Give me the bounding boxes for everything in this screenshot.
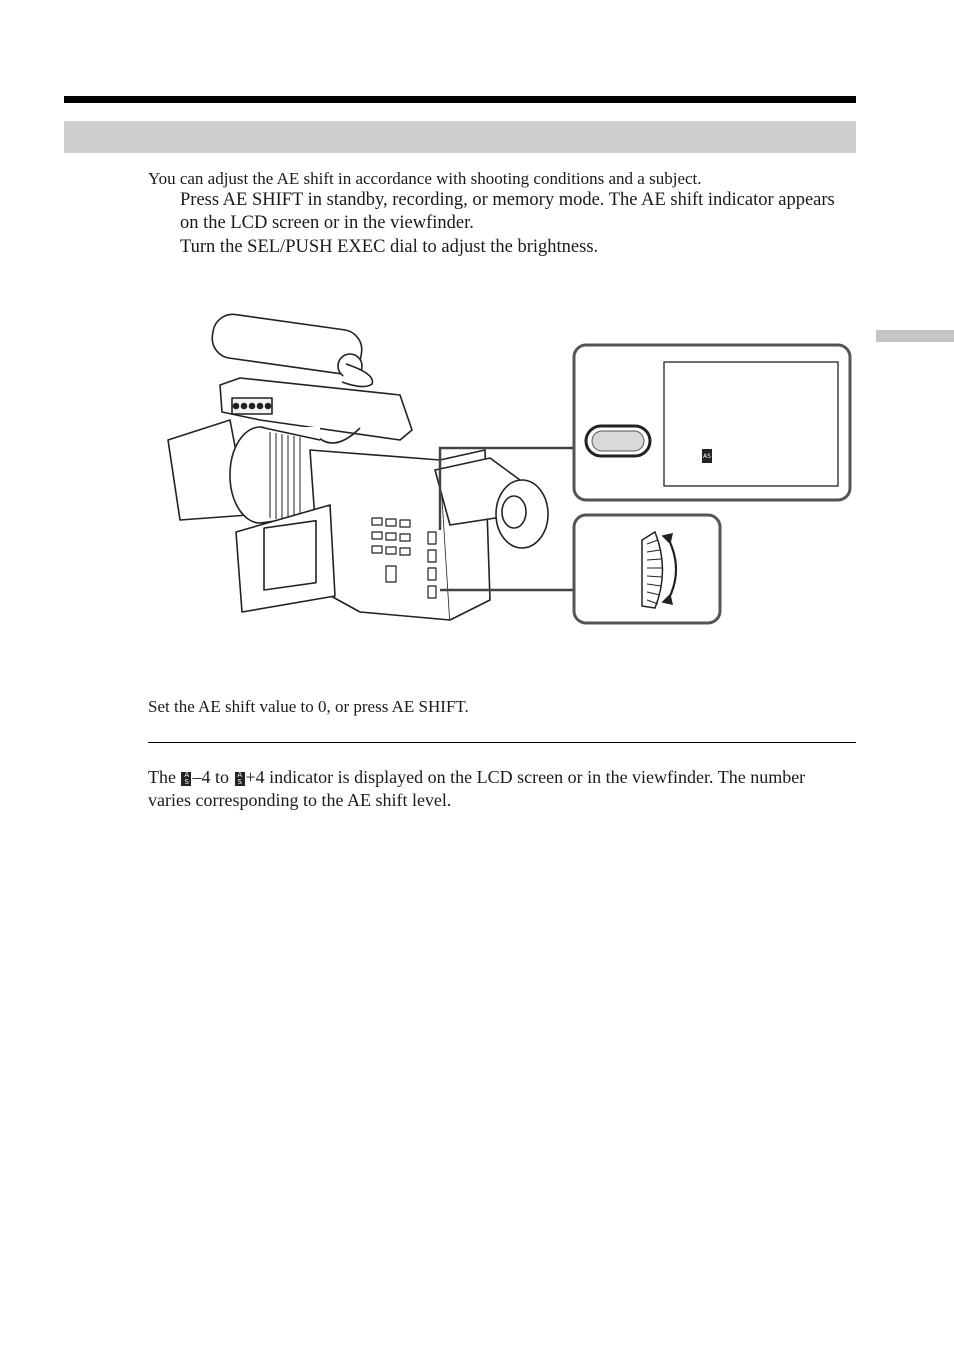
note-range-start: –4 to [192, 767, 234, 787]
section-heading-band [64, 121, 856, 153]
camcorder-illustration [150, 300, 860, 640]
chapter-side-tab [876, 330, 954, 342]
cancel-instruction: Set the AE shift value to 0, or press AE SHIFT. [148, 697, 469, 716]
note-text [148, 766, 848, 812]
svg-text:AS: AS [703, 453, 711, 460]
step-2-text: Turn the SEL/PUSH EXEC dial to adjust the brightness. [180, 237, 599, 257]
intro-text: You can adjust the AE shift in accordance with shooting conditions and a subject. [148, 169, 702, 188]
header-rule [64, 96, 856, 103]
note-divider [148, 742, 856, 743]
note-prefix: The [148, 767, 181, 787]
ae-shift-indicator-icon [702, 449, 712, 463]
ae-shift-icon: A S [235, 772, 245, 786]
lcd-display-box [664, 362, 838, 486]
ae-shift-icon: A S [181, 772, 191, 786]
note-range-end: +4 indicator is displayed on the LCD screen or in the viewfinder. The number varies corresponding to the AE shift level. [148, 767, 806, 810]
step-1-text: Press AE SHIFT in standby, recording, or memory mode. The AE shift indicator appears on the LCD screen or in the viewfinder. [180, 190, 835, 233]
lcd-screen [264, 521, 316, 590]
